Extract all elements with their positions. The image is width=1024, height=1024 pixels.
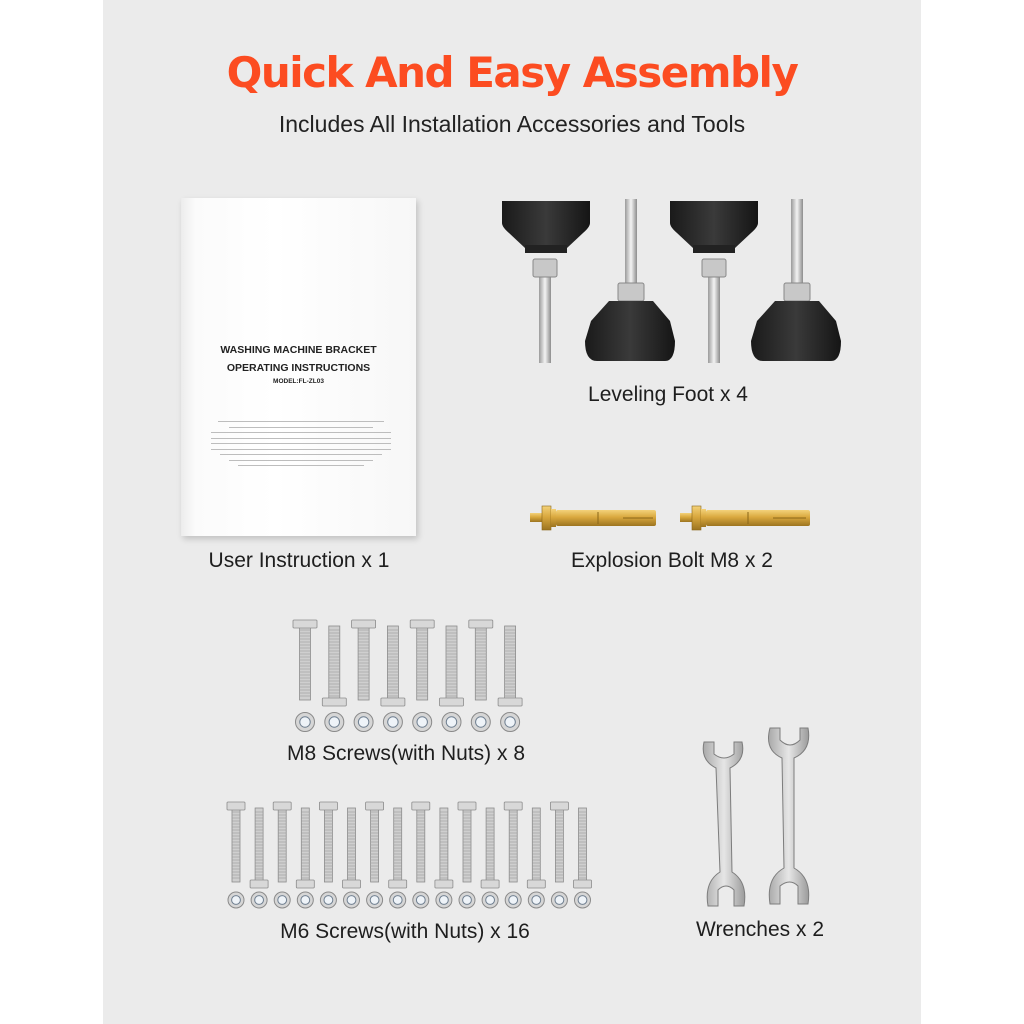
m8-nut-1	[296, 713, 315, 732]
m8-nut-4	[383, 713, 402, 732]
leveling-foot-3	[670, 201, 758, 363]
m6-nut-12	[482, 892, 498, 908]
wrenches-image	[694, 720, 824, 912]
m6-screw-14	[527, 808, 545, 888]
booklet-title-line2: OPERATING INSTRUCTIONS	[226, 362, 371, 374]
booklet-title-line1: WASHING MACHINE BRACKET	[220, 344, 377, 356]
m8-screw-8	[498, 626, 522, 706]
explosion-bolt-2	[680, 506, 810, 530]
m6-nut-1	[228, 892, 244, 908]
m6-nut-16	[575, 892, 591, 908]
m8-screw-7	[469, 620, 493, 700]
m6-nut-7	[367, 892, 383, 908]
m6-screw-4	[296, 808, 314, 888]
m6-nut-10	[436, 892, 452, 908]
m8-screws-image	[288, 618, 533, 733]
explosion-bolt-1	[530, 506, 656, 530]
m8-nut-2	[325, 713, 344, 732]
m8-screw-4	[381, 626, 405, 706]
caption-m6-screws: M6 Screws(with Nuts) x 16	[280, 920, 530, 943]
wrench-1	[703, 742, 745, 906]
leveling-foot-1	[502, 201, 590, 363]
m6-nut-6	[344, 892, 360, 908]
m6-screw-2	[250, 808, 268, 888]
leveling-foot-4	[751, 199, 841, 361]
caption-wrenches: Wrenches x 2	[696, 918, 824, 941]
m6-nut-4	[297, 892, 313, 908]
m6-nut-15	[551, 892, 567, 908]
m6-screw-7	[366, 802, 384, 882]
m8-nut-7	[471, 713, 490, 732]
m8-screw-2	[322, 626, 346, 706]
explosion-bolts-image	[528, 498, 818, 538]
m8-screw-1	[293, 620, 317, 700]
m8-nut-5	[413, 713, 432, 732]
m6-screw-10	[435, 808, 453, 888]
caption-leveling-foot: Leveling Foot x 4	[588, 383, 748, 406]
m6-nut-14	[528, 892, 544, 908]
booklet-fine-print	[211, 421, 391, 471]
m6-screw-1	[227, 802, 245, 882]
m6-nut-8	[390, 892, 406, 908]
m6-nut-9	[413, 892, 429, 908]
m6-screw-15	[550, 802, 568, 882]
m6-nut-3	[274, 892, 290, 908]
m8-nut-3	[354, 713, 373, 732]
m8-nut-8	[501, 713, 520, 732]
wrench-2	[769, 728, 809, 904]
caption-user-instruction: User Instruction x 1	[208, 549, 390, 572]
m8-screw-5	[410, 620, 434, 700]
m6-screw-6	[343, 808, 361, 888]
m6-nut-2	[251, 892, 267, 908]
leveling-foot-2	[585, 199, 675, 361]
caption-m8-screws: M8 Screws(with Nuts) x 8	[286, 742, 526, 765]
m6-screw-11	[458, 802, 476, 882]
m8-nut-6	[442, 713, 461, 732]
m6-screw-8	[389, 808, 407, 888]
instruction-booklet	[181, 198, 416, 536]
caption-explosion-bolt: Explosion Bolt M8 x 2	[571, 549, 773, 572]
m6-nut-13	[505, 892, 521, 908]
m6-screw-9	[412, 802, 430, 882]
booklet-model: MODEL:FL-ZL03	[273, 378, 324, 385]
m6-screw-12	[481, 808, 499, 888]
page-title: Quick And Easy Assembly	[226, 48, 798, 97]
page-subtitle: Includes All Installation Accessories and Tools	[278, 111, 746, 137]
m6-nut-11	[459, 892, 475, 908]
leveling-feet-image	[495, 193, 855, 373]
m6-screws-image	[222, 798, 602, 910]
m6-screw-13	[504, 802, 522, 882]
m6-nut-5	[320, 892, 336, 908]
m6-screw-3	[273, 802, 291, 882]
m6-screw-5	[319, 802, 337, 882]
m8-screw-6	[440, 626, 464, 706]
m6-screw-16	[574, 808, 592, 888]
m8-screw-3	[352, 620, 376, 700]
